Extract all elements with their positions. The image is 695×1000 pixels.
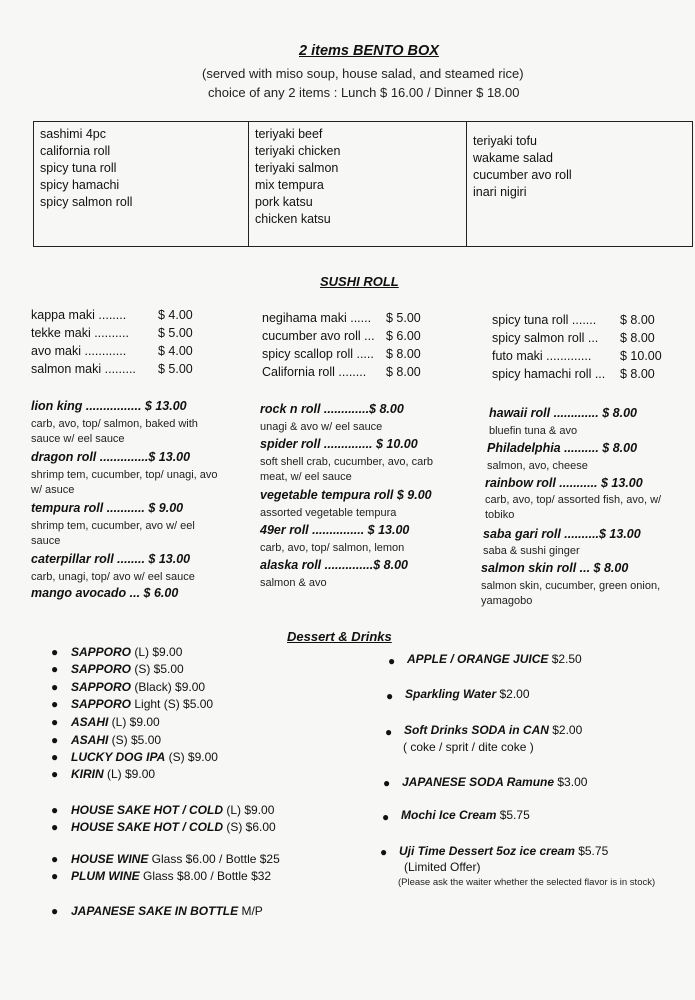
special-roll-name: spider roll .............. $ 10.00 [260,437,418,451]
bento-item: cucumber avo roll [473,168,572,182]
drink-item [71,803,274,817]
drink-item [71,662,184,676]
special-roll-desc: carb, avo, top/ salmon, baked with sauce w/ eel sauce [31,418,198,445]
menu-item-name: spicy hamachi roll ... [492,367,606,381]
drink-name: SAPPORO [71,697,132,711]
bullet-icon: ● [51,697,59,711]
special-roll-name: saba gari roll ..........$ 13.00 [483,527,641,541]
drink-name: SAPPORO [71,645,132,659]
drink-detail: (S) $5.00 [108,733,162,747]
bullet-icon: ● [51,662,59,676]
drink-name: HOUSE WINE [71,852,149,866]
drink-item [407,652,582,666]
special-roll-desc: assorted vegetable tempura [260,507,397,519]
special-roll-desc: carb, unagi, top/ avo w/ eel sauce [31,571,195,583]
bento-item: teriyaki salmon [255,161,339,175]
drink-item [71,715,160,729]
special-roll-name: salmon skin roll ... $ 8.00 [481,561,629,575]
drink-detail: $5.75 [496,808,530,822]
drink-detail: (S) $6.00 [223,820,276,834]
special-roll-name: Philadelphia .......... $ 8.00 [487,441,638,455]
special-roll-desc: salmon skin, cucumber, green onion, yamagobo [481,580,661,607]
drink-name: ASAHI [71,733,109,747]
menu-item-price: $ 8.00 [386,365,421,379]
bullet-icon: ● [51,733,59,747]
drink-item [71,697,213,711]
bento-item: wakame salad [473,151,553,165]
drink-detail: $2.50 [548,652,582,666]
bento-column-2 [248,122,466,246]
drink-detail: Glass $6.00 / Bottle $25 [148,852,280,866]
menu-item-price: $ 5.00 [386,311,421,325]
bento-item: spicy hamachi [40,178,120,192]
bento-item: california roll [40,144,111,158]
bento-column-3 [466,122,692,246]
menu-item-name: futo maki ............. [492,349,592,363]
drink-name: JAPANESE SAKE IN BOTTLE [71,904,239,918]
drink-name: LUCKY DOG IPA [71,750,166,764]
menu-item-price: $ 4.00 [158,344,193,358]
menu-item-price: $ 6.00 [386,329,421,343]
menu-item-name: negihama maki ...... [262,311,372,325]
drink-name: Mochi Ice Cream [401,808,497,822]
drink-name: HOUSE SAKE HOT / COLD [71,820,224,834]
drink-name: Soft Drinks SODA in CAN [404,723,549,737]
special-roll-desc: salmon & avo [260,577,327,589]
bullet-icon: ● [386,689,394,703]
drink-detail: (L) $9.00 [103,767,156,781]
special-roll-desc: unagi & avo w/ eel sauce [260,421,383,433]
bento-pricing: choice of any 2 items : Lunch $ 16.00 / Dinner $ 18.00 [208,85,520,100]
menu-item-price: $ 8.00 [620,313,655,327]
drink-detail: (L) $9.00 [131,645,183,659]
bento-table [33,121,693,247]
drink-detail: $2.00 [548,723,583,737]
menu-item-name: spicy tuna roll ....... [492,313,597,327]
limited-offer-note: (Limited Offer) [404,860,481,874]
drink-detail: M/P [238,904,263,918]
drink-detail: Light (S) $5.00 [131,697,214,711]
menu-item-name: cucumber avo roll ... [262,329,375,343]
special-roll-desc: salmon, avo, cheese [487,460,588,472]
bullet-icon: ● [51,820,59,834]
drink-name: SAPPORO [71,680,132,694]
bullet-icon: ● [380,845,388,859]
bento-item: inari nigiri [473,185,527,199]
drink-detail: $5.75 [574,844,609,858]
bullet-icon: ● [383,776,391,790]
soft-drink-note: ( coke / sprit / dite coke ) [403,740,534,754]
bullet-icon: ● [385,725,393,739]
special-roll-name: tempura roll ........... $ 9.00 [31,501,184,515]
menu-item-name: kappa maki ........ [31,308,127,322]
bento-item: mix tempura [255,178,324,192]
drink-detail: (L) $9.00 [108,715,160,729]
drink-item [71,645,182,659]
special-roll-name: caterpillar roll ........ $ 13.00 [31,552,191,566]
special-roll-name: dragon roll ..............$ 13.00 [31,450,191,464]
drink-detail: (L) $9.00 [223,803,275,817]
bento-column-1 [34,122,248,246]
special-roll-desc: carb, avo, top/ salmon, lemon [260,542,405,554]
bento-item: chicken katsu [255,212,331,226]
drink-item [405,687,530,701]
special-roll-name: hawaii roll ............. $ 8.00 [489,406,637,420]
special-roll-name: vegetable tempura roll $ 9.00 [260,488,432,502]
drink-item [71,820,276,834]
drink-item [399,844,608,858]
menu-item-price: $ 8.00 [620,367,655,381]
special-roll-name: lion king ................ $ 13.00 [31,399,187,413]
special-roll-name: rainbow roll ........... $ 13.00 [485,476,643,490]
drink-item [71,767,155,781]
bento-item: teriyaki chicken [255,144,341,158]
drink-item [402,775,587,789]
menu-item-name: salmon maki ......... [31,362,136,376]
drink-item [71,869,271,883]
menu-item-name: California roll ........ [262,365,367,379]
special-roll-desc: saba & sushi ginger [483,545,580,557]
bullet-icon: ● [51,852,59,866]
drink-name: ASAHI [71,715,109,729]
drink-item [71,904,263,918]
drink-name: SAPPORO [71,662,132,676]
sushi-roll-title: SUSHI ROLL [320,274,399,289]
dessert-drinks-title: Dessert & Drinks [287,629,392,644]
drink-item [401,808,530,822]
bullet-icon: ● [51,645,59,659]
menu-item-price: $ 4.00 [158,308,193,322]
special-roll-name: alaska roll ..............$ 8.00 [260,558,408,572]
menu-item-name: tekke maki .......... [31,326,129,340]
drink-name: Uji Time Dessert 5oz ice cream [399,844,575,858]
special-roll-desc: shrimp tem, cucumber, top/ unagi, avo w/ asuce [31,469,218,496]
drink-item [71,852,280,866]
special-roll-name: rock n roll .............$ 8.00 [260,402,404,416]
drink-item [71,750,218,764]
bullet-icon: ● [388,654,396,668]
special-roll-desc: shrimp tem, cucumber, avo w/ eel sauce [31,520,195,547]
bullet-icon: ● [51,680,59,694]
drink-item [71,680,205,694]
special-roll-name: 49er roll ............... $ 13.00 [260,523,410,537]
bullet-icon: ● [51,869,59,883]
bullet-icon: ● [51,750,59,764]
menu-item-name: spicy scallop roll ..... [262,347,374,361]
drink-detail: $3.00 [554,775,588,789]
special-roll-desc: carb, avo, top/ assorted fish, avo, w/ tobiko [485,494,662,521]
bento-item: sashimi 4pc [40,127,106,141]
menu-item-price: $ 10.00 [620,349,662,363]
bento-subtitle: (served with miso soup, house salad, and steamed rice) [202,66,524,81]
bento-item: pork katsu [255,195,313,209]
drink-detail: (S) $9.00 [165,750,218,764]
drink-item [71,733,161,747]
drink-name: APPLE / ORANGE JUICE [407,652,549,666]
bullet-icon: ● [51,904,59,918]
drink-name: KIRIN [71,767,104,781]
menu-item-price: $ 5.00 [158,326,193,340]
bullet-icon: ● [382,810,390,824]
drink-detail: $2.00 [496,687,530,701]
drink-name: Sparkling Water [405,687,497,701]
drink-item [404,723,582,737]
menu-item-price: $ 5.00 [158,362,193,376]
special-roll-desc: bluefin tuna & avo [489,425,578,437]
bento-item: spicy salmon roll [40,195,133,209]
drink-detail: Glass $8.00 / Bottle $32 [139,869,272,883]
flavor-stock-note: (Please ask the waiter whether the selected flavor is in stock) [398,877,656,888]
special-roll-name: mango avocado ... $ 6.00 [31,586,179,600]
bullet-icon: ● [51,767,59,781]
menu-item-price: $ 8.00 [620,331,655,345]
drink-name: PLUM WINE [71,869,140,883]
drink-name: JAPANESE SODA Ramune [402,775,555,789]
menu-item-name: avo maki ............ [31,344,127,358]
menu-item-price: $ 8.00 [386,347,421,361]
drink-detail: (S) $5.00 [131,662,184,676]
bento-item: spicy tuna roll [40,161,117,175]
bento-title: 2 items BENTO BOX [299,43,439,59]
special-roll-desc: soft shell crab, cucumber, avo, carb meat, w/ eel sauce [260,456,434,483]
bullet-icon: ● [51,803,59,817]
bento-item: teriyaki beef [255,127,323,141]
bento-item: teriyaki tofu [473,134,537,148]
menu-item-name: spicy salmon roll ... [492,331,599,345]
drink-name: HOUSE SAKE HOT / COLD [71,803,224,817]
drink-detail: (Black) $9.00 [131,680,206,694]
bullet-icon: ● [51,715,59,729]
